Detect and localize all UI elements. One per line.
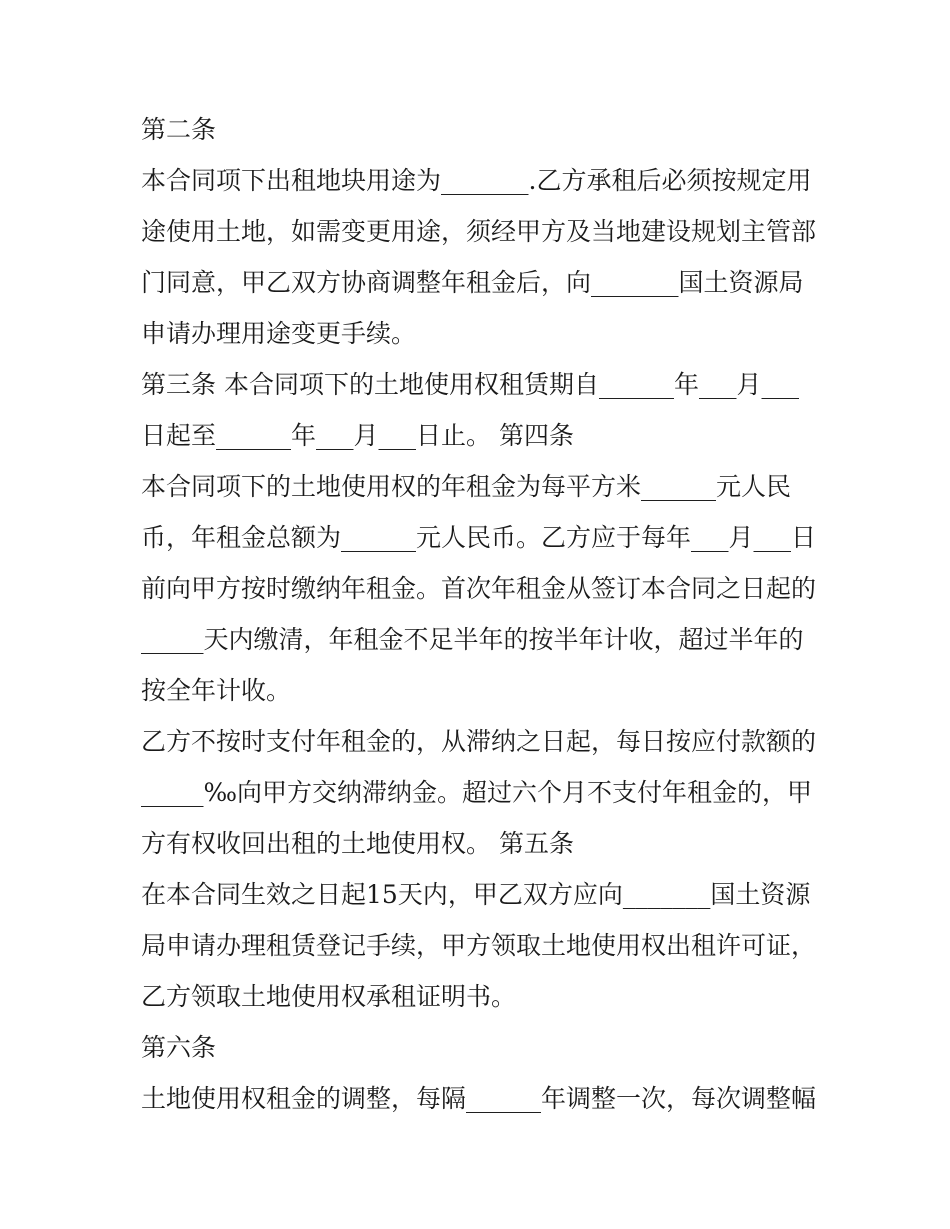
text-line: 局申请办理租赁登记手续，甲方领取土地使用权出租许可证， — [141, 931, 817, 960]
text-line: 第二条 — [141, 115, 217, 144]
text-line: 本合同项下出租地块用途为_______.乙方承租后必须按规定用 — [141, 166, 812, 195]
text-line: 第三条 本合同项下的土地使用权租赁期自______年___月___ — [141, 370, 799, 399]
text-line: 币，年租金总额为______元人民币。乙方应于每年___月___日 — [141, 523, 817, 552]
text-line: 途使用土地，如需变更用途，须经甲方及当地建设规划主管部 — [141, 217, 817, 246]
text-line: 前向甲方按时缴纳年租金。首次年租金从签订本合同之日起的 — [141, 574, 817, 603]
text-line: 本合同项下的土地使用权的年租金为每平方米______元人民 — [141, 472, 792, 501]
text-line: 门同意，甲乙双方协商调整年租金后，向_______国土资源局 — [141, 268, 804, 297]
text-line: _____‰向甲方交纳滞纳金。超过六个月不支付年租金的，甲 — [141, 778, 813, 807]
text-line: 按全年计收。 — [141, 676, 292, 705]
text-line: 方有权收回出租的土地使用权。 第五条 — [141, 829, 574, 858]
text-line: 土地使用权租金的调整，每隔______年调整一次，每次调整幅 — [141, 1084, 817, 1113]
text-line: 第六条 — [141, 1033, 217, 1062]
document-body — [141, 104, 821, 1124]
text-line: 日起至______年___月___日止。 第四条 — [141, 421, 574, 450]
text-line: 乙方不按时支付年租金的，从滞纳之日起，每日按应付款额的 — [141, 727, 817, 756]
text-line: 申请办理用途变更手续。 — [141, 319, 417, 348]
text-line: 在本合同生效之日起15天内，甲乙双方应向_______国土资源 — [141, 880, 811, 909]
text-line: 乙方领取土地使用权承租证明书。 — [141, 982, 517, 1011]
text-line: _____天内缴清，年租金不足半年的按半年计收，超过半年的 — [141, 625, 804, 654]
